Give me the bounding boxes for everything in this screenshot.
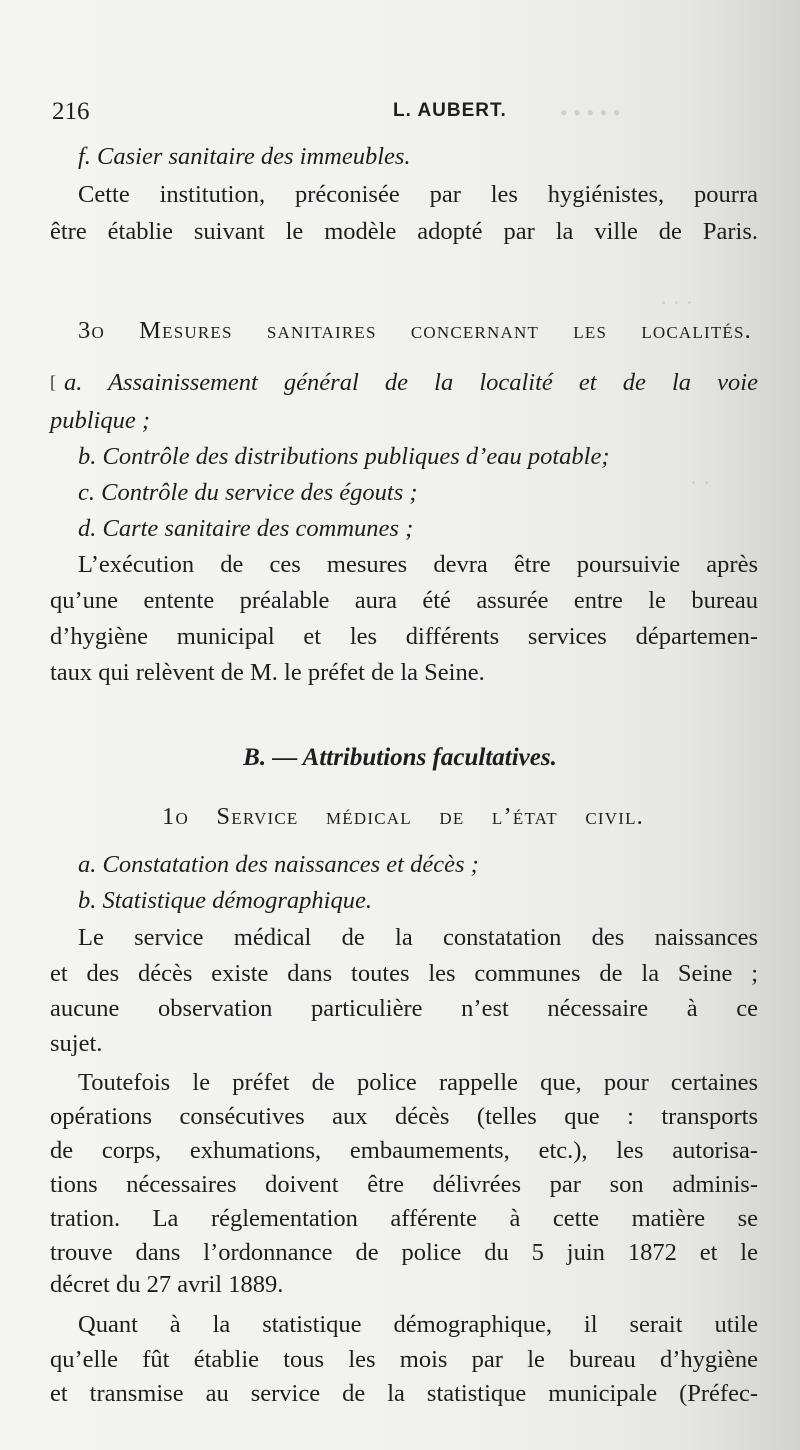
text-line: et des décès existe dans toutes les communes de la Seine ;: [50, 960, 758, 987]
text-line: tration. La réglementation afférente à cette matière se: [50, 1205, 758, 1232]
text-line: qu’elle fût établie tous les mois par le bureau d’hygiène: [50, 1346, 758, 1373]
page-number: 216: [52, 98, 90, 125]
list-item: b. Statistique démographique.: [78, 887, 372, 914]
list-item: publique ;: [50, 407, 151, 434]
text-line: L’exécution de ces mesures devra être poursuivie après: [78, 551, 758, 578]
section-heading: 1o Service médical de l’état civil.: [162, 803, 644, 830]
text-line: trouve dans l’ordonnance de police du 5 juin 1872 et le: [50, 1239, 758, 1266]
text-line: décret du 27 avril 1889.: [50, 1271, 284, 1298]
list-item: a. Constatation des naissances et décès ;: [78, 851, 479, 878]
text-line: aucune observation particulière n’est nécessaire à ce: [50, 995, 758, 1022]
list-item: d. Carte sanitaire des communes ;: [78, 515, 414, 542]
running-head: L. AUBERT.: [393, 100, 507, 121]
page-header: [50, 96, 750, 130]
show-through-text: · · ·: [660, 290, 693, 315]
margin-mark: [: [50, 372, 56, 392]
list-item: b. Contrôle des distributions publiques d’eau potable;: [78, 443, 610, 470]
list-item: c. Contrôle du service des égouts ;: [78, 479, 418, 506]
list-item: a. Assainissement général de la localité et de la voie: [64, 369, 758, 396]
text-line: Cette institution, préconisée par les hygiénistes, pourra: [78, 181, 758, 208]
text-line: de corps, exhumations, embaumements, etc.), les autorisa-: [50, 1137, 758, 1164]
text-line: d’hygiène municipal et les différents services départemen-: [50, 623, 758, 650]
text-line: Le service médical de la constatation des naissances: [78, 924, 758, 951]
text-line: et transmise au service de la statistique municipale (Préfec-: [50, 1380, 758, 1407]
text-line: qu’une entente préalable aura été assurée entre le bureau: [50, 587, 758, 614]
text-line: Quant à la statistique démographique, il serait utile: [78, 1311, 758, 1338]
text-line: taux qui relèvent de M. le préfet de la Seine.: [50, 659, 485, 686]
show-through-text: • • • • •: [560, 100, 621, 125]
text-line: tions nécessaires doivent être délivrées par son adminis-: [50, 1171, 758, 1198]
section-item: f. Casier sanitaire des immeubles.: [78, 143, 411, 170]
text-line: opérations consécutives aux décès (telles que : transports: [50, 1103, 758, 1130]
text-line: être établie suivant le modèle adopté par la ville de Paris.: [50, 218, 758, 245]
text-line: Toutefois le préfet de police rappelle que, pour certaines: [78, 1069, 758, 1096]
subsection-title: B. — Attributions facultatives.: [243, 744, 557, 771]
section-heading: 3o Mesures sanitaires concernant les localités.: [78, 317, 752, 344]
show-through-text: · ·: [690, 470, 711, 495]
text-line: sujet.: [50, 1030, 103, 1057]
